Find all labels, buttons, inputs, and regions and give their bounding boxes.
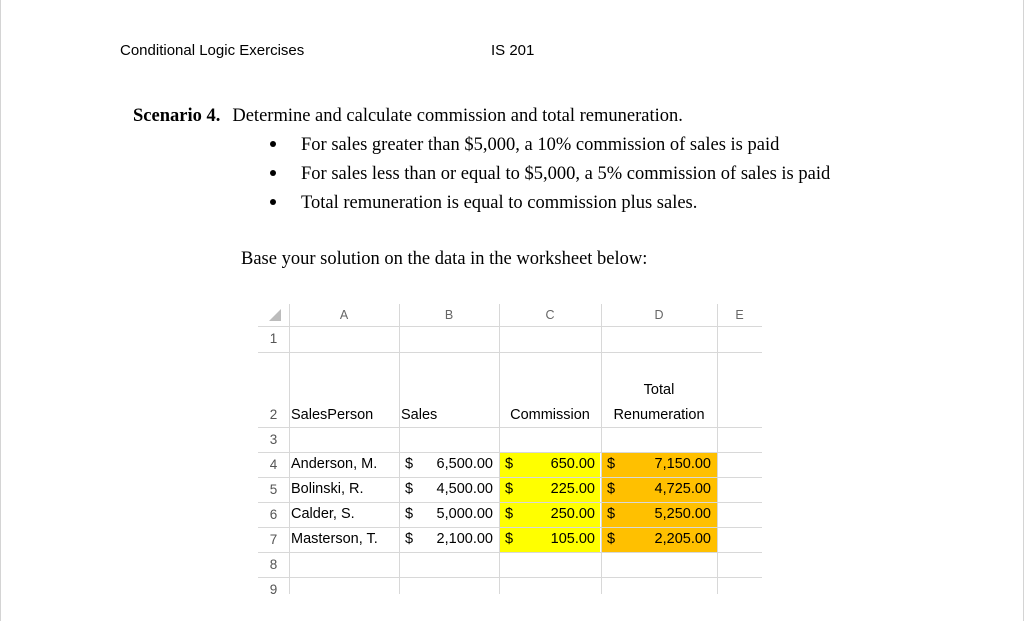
salesperson-cell[interactable]: Masterson, T. bbox=[291, 531, 378, 547]
currency-symbol: $ bbox=[607, 531, 616, 547]
sales-cell[interactable] bbox=[399, 452, 499, 477]
commission-value: 650.00 bbox=[550, 456, 595, 472]
sales-cell[interactable] bbox=[399, 477, 499, 502]
total-value: 4,725.00 bbox=[654, 481, 711, 497]
total-cell[interactable] bbox=[601, 452, 717, 477]
sales-cell[interactable] bbox=[399, 502, 499, 527]
currency-symbol: $ bbox=[405, 481, 414, 497]
bullet-dot-icon bbox=[270, 199, 276, 205]
commission-value: 250.00 bbox=[550, 506, 595, 522]
row-header-2[interactable]: 2 bbox=[269, 407, 278, 422]
sales-value: 4,500.00 bbox=[436, 481, 493, 497]
column-header-c[interactable]: C bbox=[545, 308, 555, 322]
header-renumeration[interactable]: Renumeration bbox=[613, 407, 705, 423]
row-header-7[interactable]: 7 bbox=[269, 532, 278, 547]
instruction-text: Base your solution on the data in the worksheet below: bbox=[241, 249, 648, 269]
total-value: 7,150.00 bbox=[654, 456, 711, 472]
sales-value: 6,500.00 bbox=[436, 456, 493, 472]
bullet-text: For sales less than or equal to $5,000, a 5% commission of sales is paid bbox=[301, 164, 831, 184]
commission-cell[interactable] bbox=[499, 527, 601, 552]
page-left-edge bbox=[0, 0, 1, 621]
row-header-3[interactable]: 3 bbox=[269, 432, 278, 447]
header-total[interactable]: Total bbox=[643, 382, 675, 398]
sales-value: 5,000.00 bbox=[436, 506, 493, 522]
currency-symbol: $ bbox=[505, 481, 514, 497]
currency-symbol: $ bbox=[405, 531, 414, 547]
header-sales[interactable]: Sales bbox=[401, 407, 438, 423]
sales-value: 2,100.00 bbox=[436, 531, 493, 547]
column-header-b[interactable]: B bbox=[444, 308, 454, 322]
currency-symbol: $ bbox=[607, 456, 616, 472]
scenario-text: Determine and calculate commission and total remuneration. bbox=[232, 106, 683, 126]
row-header-4[interactable]: 4 bbox=[269, 457, 278, 472]
total-value: 2,205.00 bbox=[654, 531, 711, 547]
currency-symbol: $ bbox=[607, 481, 616, 497]
gridline bbox=[258, 427, 762, 428]
header-salesperson[interactable]: SalesPerson bbox=[291, 407, 374, 423]
commission-cell[interactable] bbox=[499, 477, 601, 502]
total-value: 5,250.00 bbox=[654, 506, 711, 522]
row-header-9[interactable]: 9 bbox=[269, 582, 278, 594]
bullet-dot-icon bbox=[270, 170, 276, 176]
currency-symbol: $ bbox=[505, 456, 514, 472]
total-cell[interactable] bbox=[601, 527, 717, 552]
salesperson-cell[interactable]: Anderson, M. bbox=[291, 456, 378, 472]
salesperson-cell[interactable]: Bolinski, R. bbox=[291, 481, 364, 497]
bullet-item bbox=[270, 164, 830, 185]
commission-cell[interactable] bbox=[499, 502, 601, 527]
currency-symbol: $ bbox=[505, 506, 514, 522]
bullet-text: For sales greater than $5,000, a 10% commission of sales is paid bbox=[301, 135, 780, 155]
header-course-title: Conditional Logic Exercises bbox=[120, 42, 305, 59]
worksheet bbox=[258, 304, 762, 594]
bullet-item bbox=[270, 135, 779, 156]
column-header-e[interactable]: E bbox=[735, 308, 744, 322]
scenario-label: Scenario 4. bbox=[133, 106, 221, 126]
row-header-1[interactable]: 1 bbox=[269, 331, 278, 346]
row-header-6[interactable]: 6 bbox=[269, 507, 278, 522]
scenario-statement bbox=[133, 106, 683, 127]
total-cell[interactable] bbox=[601, 477, 717, 502]
gridline bbox=[258, 326, 762, 327]
bullet-dot-icon bbox=[270, 141, 276, 147]
total-cell[interactable] bbox=[601, 502, 717, 527]
currency-symbol: $ bbox=[505, 531, 514, 547]
gridline bbox=[717, 304, 718, 594]
sales-cell[interactable] bbox=[399, 527, 499, 552]
gridline bbox=[289, 304, 290, 594]
column-header-a[interactable]: A bbox=[339, 308, 349, 322]
commission-value: 225.00 bbox=[550, 481, 595, 497]
currency-symbol: $ bbox=[607, 506, 616, 522]
currency-symbol: $ bbox=[405, 506, 414, 522]
salesperson-cell[interactable]: Calder, S. bbox=[291, 506, 355, 522]
commission-value: 105.00 bbox=[550, 531, 595, 547]
currency-symbol: $ bbox=[405, 456, 414, 472]
row-header-8[interactable]: 8 bbox=[269, 557, 278, 572]
commission-cell[interactable] bbox=[499, 452, 601, 477]
header-course-code: IS 201 bbox=[491, 42, 535, 59]
gridline bbox=[258, 552, 762, 553]
gridline bbox=[258, 352, 762, 353]
row-header-5[interactable]: 5 bbox=[269, 482, 278, 497]
gridline bbox=[258, 577, 762, 578]
bullet-text: Total remuneration is equal to commission plus sales. bbox=[301, 193, 698, 213]
header-commission[interactable]: Commission bbox=[510, 407, 590, 423]
bullet-item bbox=[270, 193, 697, 214]
select-all-corner[interactable] bbox=[269, 309, 281, 321]
column-header-d[interactable]: D bbox=[654, 308, 664, 322]
